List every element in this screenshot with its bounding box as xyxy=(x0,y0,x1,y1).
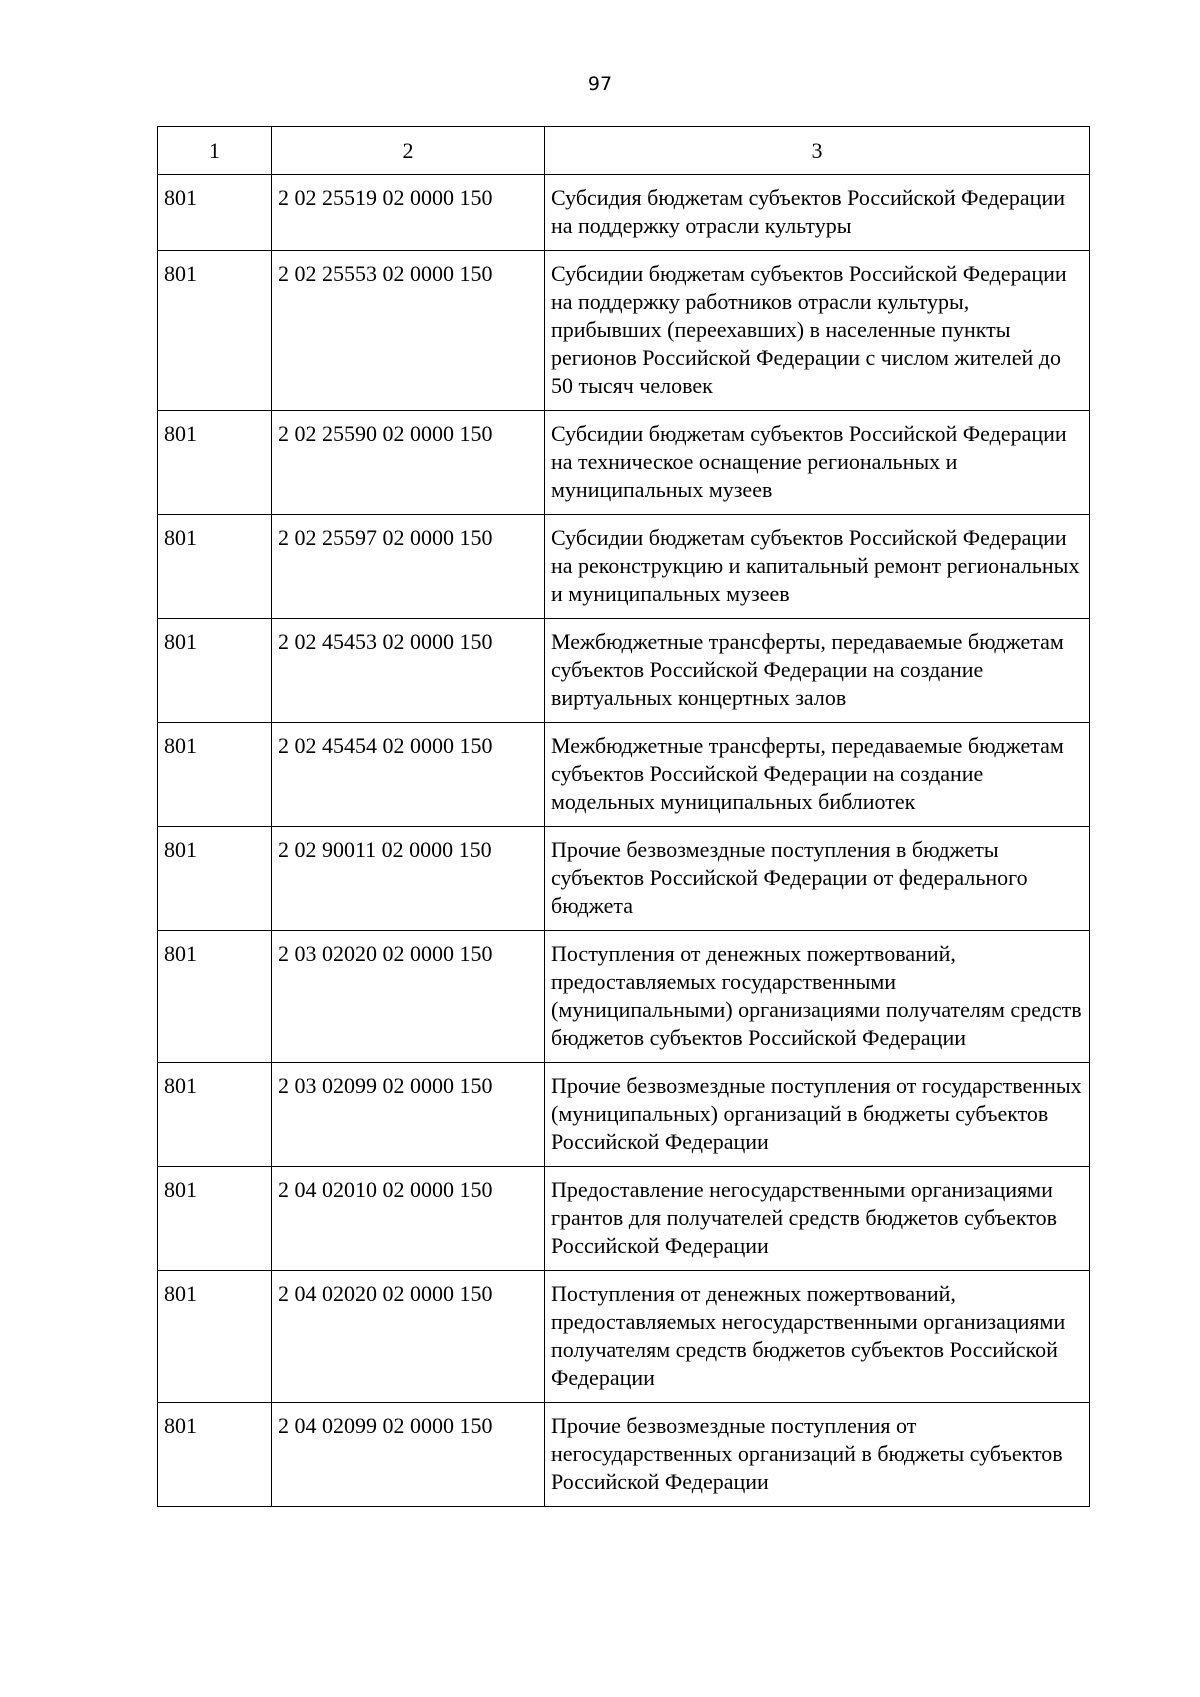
header-col-1: 1 xyxy=(158,127,272,175)
cell-admin-code: 801 xyxy=(158,827,272,931)
table-row xyxy=(158,251,1090,411)
cell-description: Субсидии бюджетам субъектов Российской Федерации на реконструкцию и капитальный ремонт региональных и муниципальных музеев xyxy=(545,515,1090,619)
table-header-row xyxy=(158,127,1090,175)
cell-description: Предоставление негосударственными организациями грантов для получателей средств бюджетов субъектов Российской Федерации xyxy=(545,1167,1090,1271)
table-row xyxy=(158,1271,1090,1403)
cell-admin-code: 801 xyxy=(158,515,272,619)
page-number: 97 xyxy=(587,73,613,95)
cell-budget-code: 2 02 45454 02 0000 150 xyxy=(272,723,545,827)
table-row xyxy=(158,411,1090,515)
cell-description: Межбюджетные трансферты, передаваемые бюджетам субъектов Российской Федерации на создание модельных муниципальных библиотек xyxy=(545,723,1090,827)
cell-budget-code: 2 04 02099 02 0000 150 xyxy=(272,1403,545,1507)
cell-budget-code: 2 02 25597 02 0000 150 xyxy=(272,515,545,619)
cell-description: Поступления от денежных пожертвований, предоставляемых негосударственными организациями получателям средств бюджетов субъектов Российской Федерации xyxy=(545,1271,1090,1403)
cell-admin-code: 801 xyxy=(158,251,272,411)
cell-description: Прочие безвозмездные поступления от государственных (муниципальных) организаций в бюджеты субъектов Российской Федерации xyxy=(545,1063,1090,1167)
cell-admin-code: 801 xyxy=(158,1403,272,1507)
cell-admin-code: 801 xyxy=(158,619,272,723)
table-row xyxy=(158,515,1090,619)
cell-description: Поступления от денежных пожертвований, предоставляемых государственными (муниципальными) организациями получателям средств бюджетов субъектов Российской Федерации xyxy=(545,931,1090,1063)
revenue-codes-table xyxy=(157,126,1090,1507)
header-col-2: 2 xyxy=(272,127,545,175)
table-row xyxy=(158,1167,1090,1271)
table-row xyxy=(158,1403,1090,1507)
table-body xyxy=(158,127,1090,1507)
cell-budget-code: 2 02 25590 02 0000 150 xyxy=(272,411,545,515)
cell-description: Прочие безвозмездные поступления в бюджеты субъектов Российской Федерации от федерального бюджета xyxy=(545,827,1090,931)
cell-budget-code: 2 03 02020 02 0000 150 xyxy=(272,931,545,1063)
cell-budget-code: 2 02 25553 02 0000 150 xyxy=(272,251,545,411)
cell-admin-code: 801 xyxy=(158,175,272,251)
cell-admin-code: 801 xyxy=(158,1271,272,1403)
cell-budget-code: 2 02 90011 02 0000 150 xyxy=(272,827,545,931)
table-row xyxy=(158,619,1090,723)
cell-budget-code: 2 02 45453 02 0000 150 xyxy=(272,619,545,723)
table-row xyxy=(158,1063,1090,1167)
table-row xyxy=(158,175,1090,251)
cell-description: Субсидии бюджетам субъектов Российской Федерации на техническое оснащение региональных и муниципальных музеев xyxy=(545,411,1090,515)
cell-admin-code: 801 xyxy=(158,1167,272,1271)
cell-admin-code: 801 xyxy=(158,411,272,515)
cell-description: Межбюджетные трансферты, передаваемые бюджетам субъектов Российской Федерации на создание виртуальных концертных залов xyxy=(545,619,1090,723)
cell-budget-code: 2 04 02020 02 0000 150 xyxy=(272,1271,545,1403)
cell-budget-code: 2 03 02099 02 0000 150 xyxy=(272,1063,545,1167)
header-col-3: 3 xyxy=(545,127,1090,175)
cell-budget-code: 2 02 25519 02 0000 150 xyxy=(272,175,545,251)
cell-admin-code: 801 xyxy=(158,1063,272,1167)
cell-description: Прочие безвозмездные поступления от негосударственных организаций в бюджеты субъектов Российской Федерации xyxy=(545,1403,1090,1507)
cell-admin-code: 801 xyxy=(158,723,272,827)
cell-budget-code: 2 04 02010 02 0000 150 xyxy=(272,1167,545,1271)
table-row xyxy=(158,827,1090,931)
cell-description: Субсидия бюджетам субъектов Российской Федерации на поддержку отрасли культуры xyxy=(545,175,1090,251)
table-row xyxy=(158,723,1090,827)
table-row xyxy=(158,931,1090,1063)
cell-description: Субсидии бюджетам субъектов Российской Федерации на поддержку работников отрасли культуры, прибывших (переехавших) в населенные пункты регионов Российской Федерации с числом жителей до 50 тысяч человек xyxy=(545,251,1090,411)
cell-admin-code: 801 xyxy=(158,931,272,1063)
